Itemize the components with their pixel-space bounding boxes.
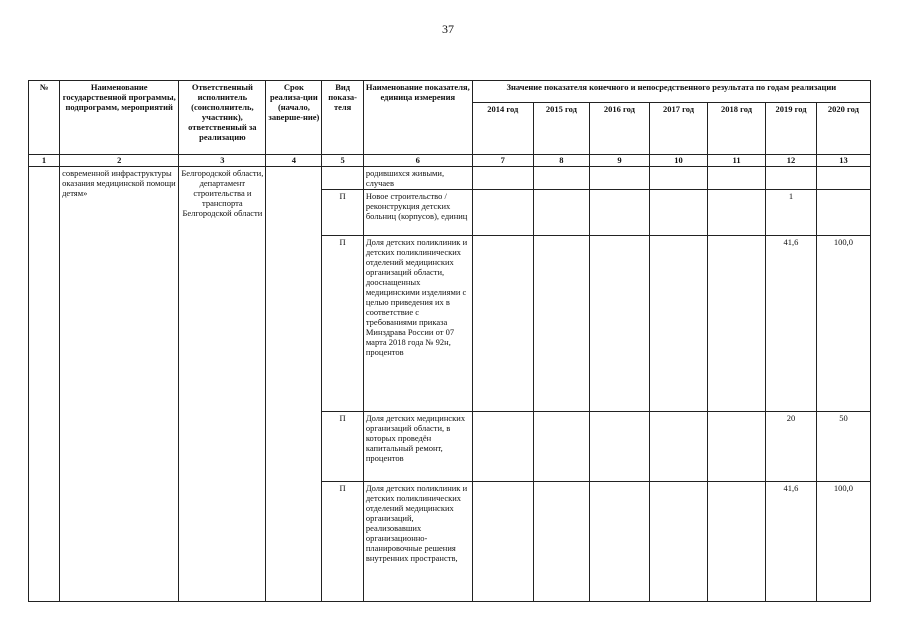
value-cell	[708, 412, 766, 482]
indicator-name: Доля детских поликлиник и детских поликлинических отделений медицинских организаций, реализовавших организационно-планировочные решения внутренних пространств,	[363, 482, 472, 602]
value-cell	[650, 167, 708, 190]
indicator-type: П	[322, 482, 363, 602]
value-cell	[533, 482, 589, 602]
header-year: 2015 год	[533, 103, 589, 155]
indicator-type: П	[322, 412, 363, 482]
value-cell	[650, 236, 708, 412]
header-values: Значение показателя конечного и непосредственного результата по годам реализации	[472, 81, 870, 103]
header-no: №	[29, 81, 60, 155]
column-number: 11	[708, 155, 766, 167]
value-cell	[589, 167, 649, 190]
value-cell	[472, 190, 533, 236]
indicator-type: П	[322, 190, 363, 236]
value-cell	[816, 167, 870, 190]
value-cell	[708, 236, 766, 412]
header-year: 2020 год	[816, 103, 870, 155]
row-number-cell	[29, 167, 60, 602]
value-cell	[472, 412, 533, 482]
page-number: 37	[442, 22, 454, 36]
indicator-name: Доля детских медицинских организаций области, в которых проведён капитальный ремонт, процентов	[363, 412, 472, 482]
column-number: 5	[322, 155, 363, 167]
value-cell	[589, 236, 649, 412]
header-indicator-type: Вид показа-теля	[322, 81, 363, 155]
column-number: 1	[29, 155, 60, 167]
column-number: 8	[533, 155, 589, 167]
value-cell: 100,0	[816, 482, 870, 602]
value-cell	[589, 190, 649, 236]
header-program-name: Наименование государственной программы, подпрограмм, мероприятий	[60, 81, 179, 155]
value-cell	[766, 167, 817, 190]
column-number-row	[29, 155, 871, 167]
responsible-cell: Белгородской области, департамент строительства и транспорта Белгородской области	[179, 167, 266, 602]
value-cell: 50	[816, 412, 870, 482]
value-cell	[650, 482, 708, 602]
value-cell	[472, 236, 533, 412]
indicator-name: Доля детских поликлиник и детских поликлинических отделений медицинских организаций области, дооснащенных медицинскими изделиями с целью приведения их в соответствие с требованиями приказа Минздрава России от 07 марта 2018 года № 92н, процентов	[363, 236, 472, 412]
indicator-name: родившихся живыми, случаев	[363, 167, 472, 190]
term-cell	[266, 167, 322, 602]
column-number: 13	[816, 155, 870, 167]
header-year: 2018 год	[708, 103, 766, 155]
value-cell	[533, 190, 589, 236]
value-cell: 41,6	[766, 482, 817, 602]
column-number: 3	[179, 155, 266, 167]
header-year: 2014 год	[472, 103, 533, 155]
value-cell	[708, 167, 766, 190]
column-number: 4	[266, 155, 322, 167]
column-number: 10	[650, 155, 708, 167]
value-cell	[472, 482, 533, 602]
header-year: 2019 год	[766, 103, 817, 155]
indicator-table	[28, 80, 871, 602]
value-cell: 100,0	[816, 236, 870, 412]
header-year: 2017 год	[650, 103, 708, 155]
value-cell	[533, 412, 589, 482]
value-cell	[708, 190, 766, 236]
column-number: 6	[363, 155, 472, 167]
value-cell	[533, 167, 589, 190]
value-cell	[472, 167, 533, 190]
column-number: 12	[766, 155, 817, 167]
indicator-type	[322, 167, 363, 190]
column-number: 9	[589, 155, 649, 167]
value-cell: 20	[766, 412, 817, 482]
header-year: 2016 год	[589, 103, 649, 155]
value-cell	[533, 236, 589, 412]
header-indicator-name: Наименование показателя, единица измерения	[363, 81, 472, 155]
value-cell	[589, 482, 649, 602]
indicator-name: Новое строительство / реконструкция детских больниц (корпусов), единиц	[363, 190, 472, 236]
program-name-cell: современной инфраструктуры оказания медицинской помощи детям»	[60, 167, 179, 602]
value-cell: 41,6	[766, 236, 817, 412]
value-cell	[816, 190, 870, 236]
value-cell	[589, 412, 649, 482]
value-cell	[650, 190, 708, 236]
header-term: Срок реализа-ции (начало, заверше-ние)	[266, 81, 322, 155]
value-cell	[708, 482, 766, 602]
column-number: 2	[60, 155, 179, 167]
table-row	[29, 167, 871, 190]
value-cell	[650, 412, 708, 482]
header-responsible: Ответственный исполнитель (соисполнитель, участник), ответственный за реализацию	[179, 81, 266, 155]
value-cell: 1	[766, 190, 817, 236]
column-number: 7	[472, 155, 533, 167]
indicator-type: П	[322, 236, 363, 412]
